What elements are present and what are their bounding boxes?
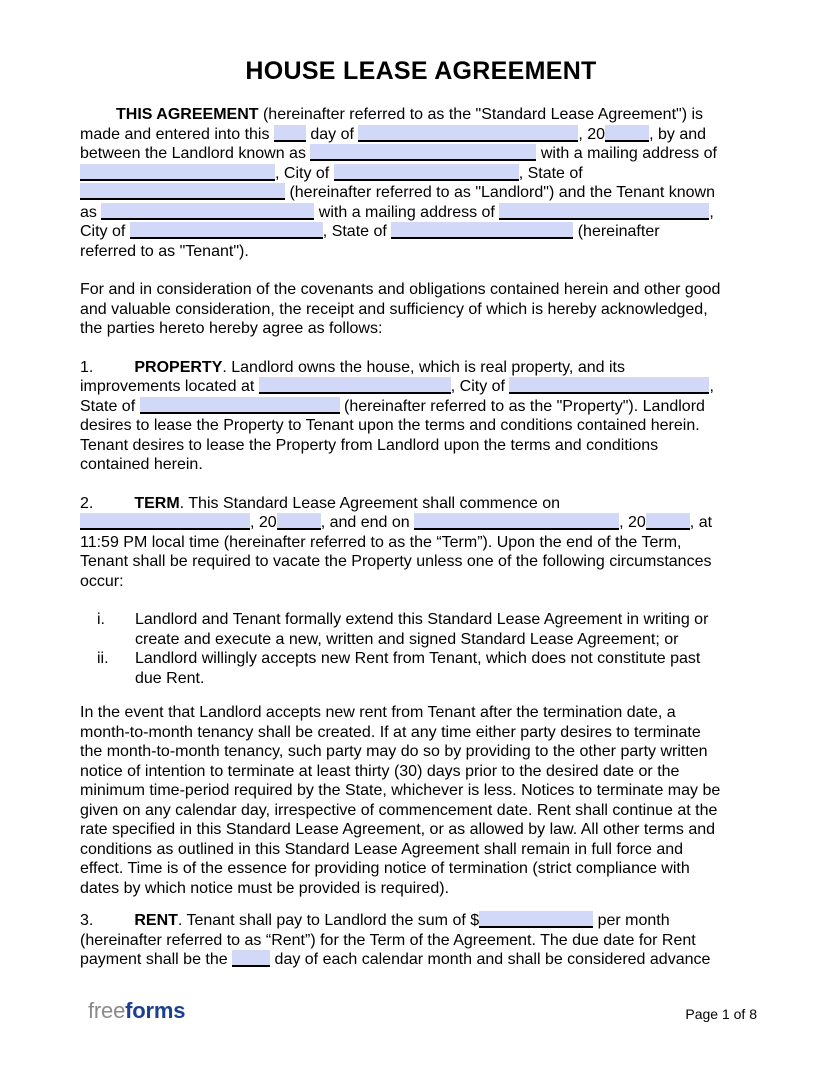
landlord-name-field[interactable] xyxy=(310,144,536,161)
text-line xyxy=(135,669,762,689)
text-line xyxy=(80,416,762,436)
landlord-city-field[interactable] xyxy=(334,164,519,181)
text-line xyxy=(80,377,762,397)
text-run: day of xyxy=(305,125,359,143)
text-run: PROPERTY xyxy=(134,358,223,376)
term-start-date-field[interactable] xyxy=(80,513,250,530)
text-line xyxy=(80,300,762,320)
rent-clause xyxy=(80,911,762,970)
month-to-month-paragraph xyxy=(80,703,762,898)
text-line xyxy=(135,610,762,630)
text-run: For and in consideration of the covenants and obligations contained herein and other good xyxy=(80,281,721,298)
execution-year-field[interactable] xyxy=(605,125,649,142)
property-clause xyxy=(80,358,762,475)
text-run: contained herein. xyxy=(80,456,203,473)
rent-amount-field[interactable] xyxy=(479,911,593,928)
text-run: day of each calendar month and shall be considered advance xyxy=(270,951,711,968)
text-line xyxy=(80,222,762,242)
text-line xyxy=(80,762,762,782)
tenant-address-field[interactable] xyxy=(499,203,709,220)
text-line xyxy=(80,911,762,931)
text-run: 2. xyxy=(80,494,94,512)
property-city-field[interactable] xyxy=(509,377,709,394)
text-line xyxy=(80,820,762,840)
tab-spacer xyxy=(93,507,134,508)
list-item xyxy=(80,610,762,649)
text-run: , State of xyxy=(518,164,583,182)
text-run: improvements located at xyxy=(80,378,259,395)
text-line xyxy=(80,703,762,723)
document-body xyxy=(80,56,762,989)
text-run: THIS AGREEMENT xyxy=(116,106,259,123)
text-run: (hereinafter xyxy=(573,223,660,240)
text-run: . Landlord owns the house, which is real property, and its xyxy=(222,358,625,376)
text-line xyxy=(80,859,762,879)
text-line xyxy=(80,105,762,125)
text-run: (hereinafter referred to as "Landlord") and the Tenant known xyxy=(285,184,715,201)
text-run: as xyxy=(80,203,102,221)
tenant-name-field[interactable] xyxy=(101,203,314,220)
text-line xyxy=(80,513,762,533)
text-run: . This Standard Lease Agreement shall commence on xyxy=(179,494,561,512)
text-line xyxy=(80,781,762,801)
text-run: with a mailing address of xyxy=(536,145,717,162)
text-run: , by and xyxy=(649,125,707,143)
term-end-year-field[interactable] xyxy=(646,513,690,530)
execution-day-field[interactable] xyxy=(274,125,306,142)
text-run: State of xyxy=(80,397,140,415)
text-run: given on any calendar day, irrespective of commencement date. Rent shall continue at the xyxy=(80,801,718,819)
text-run: (hereinafter referred to as the "Standard Lease Agreement") is xyxy=(258,106,704,123)
text-line xyxy=(80,931,762,951)
text-line xyxy=(80,950,762,970)
consideration-paragraph xyxy=(80,280,762,339)
page-number: Page 1 of 8 xyxy=(685,1006,757,1022)
property-state-field[interactable] xyxy=(140,397,340,414)
term-clause xyxy=(80,494,762,592)
text-line xyxy=(80,319,762,339)
freeforms-logo[interactable] xyxy=(88,998,185,1024)
text-run: Landlord willingly accepts new Rent from Tenant, which does not constitute past xyxy=(135,650,701,667)
text-run: dates by which notice must be provided is required). xyxy=(80,879,450,897)
text-run: rate specified in this Standard Lease Agreement, or as allowed by law. All other terms and xyxy=(80,821,716,838)
text-run: (hereinafter referred to as the "Property"). Landlord xyxy=(339,397,705,415)
text-line xyxy=(80,840,762,860)
text-run: effect. Time is of the essence for providing notice of termination (strict compliance with xyxy=(80,860,690,877)
text-run: , and end on xyxy=(320,514,415,531)
text-line xyxy=(80,494,762,514)
text-run: City of xyxy=(80,223,130,240)
logo-text-forms: forms xyxy=(125,998,186,1023)
text-run: In the event that Landlord accepts new rent from Tenant after the termination date, a xyxy=(80,704,676,721)
text-run: , State of xyxy=(322,223,392,240)
text-line xyxy=(80,203,762,223)
text-run: , xyxy=(709,203,714,221)
text-run: notice of intention to terminate at least thirty (30) days prior to the desired date or the xyxy=(80,762,680,780)
list-marker: ii. xyxy=(97,650,109,667)
text-line xyxy=(80,358,762,378)
text-run: . Tenant shall pay to Landlord the sum of $ xyxy=(177,912,480,929)
text-run: 3. xyxy=(80,912,94,929)
text-run: Tenant shall be required to vacate the Property unless one of the following circumstances xyxy=(80,553,712,570)
text-run: create and execute a new, written and signed Standard Lease Agreement; or xyxy=(135,630,679,648)
text-run: occur: xyxy=(80,572,124,590)
document-title: HOUSE LEASE AGREEMENT xyxy=(245,57,597,85)
tenant-city-field[interactable] xyxy=(130,222,323,239)
list-item-text xyxy=(135,649,762,688)
text-run: Landlord and Tenant formally extend this Standard Lease Agreement in writing or xyxy=(135,611,709,628)
text-run: , City of xyxy=(275,164,334,182)
text-run: 1. xyxy=(80,358,94,376)
text-run: referred to as "Tenant"). xyxy=(80,242,249,260)
text-line xyxy=(80,742,762,762)
tenant-state-field[interactable] xyxy=(391,222,573,239)
text-run: RENT xyxy=(134,912,178,929)
text-run: , xyxy=(709,378,714,395)
text-run: month-to-month tenancy shall be created. If at any time either party desires to terminate xyxy=(80,723,701,741)
text-line xyxy=(135,630,762,650)
text-line xyxy=(80,164,762,184)
tab-spacer xyxy=(93,924,134,925)
logo-text-free: free xyxy=(88,998,126,1023)
text-line xyxy=(80,144,762,164)
text-run: payment shall be the xyxy=(80,951,233,968)
tab-spacer xyxy=(80,118,116,119)
term-circumstances-list xyxy=(80,610,762,688)
text-run: between the Landlord known as xyxy=(80,145,311,162)
text-line xyxy=(80,723,762,743)
text-run: due Rent. xyxy=(135,669,205,687)
landlord-state-field[interactable] xyxy=(80,183,285,200)
text-run: , 20 xyxy=(619,514,646,531)
text-run: (hereinafter referred to as “Rent”) for the Term of the Agreement. The due date for Rent xyxy=(80,931,696,949)
text-run: , 20 xyxy=(250,514,277,531)
text-line xyxy=(80,436,762,456)
text-run: , at xyxy=(689,514,713,531)
text-line xyxy=(135,649,762,669)
text-line xyxy=(80,242,762,262)
text-run: per month xyxy=(593,912,670,929)
text-line xyxy=(80,183,762,203)
text-run: minimum time-period required by the State, whichever is less. Notices to terminate may be xyxy=(80,782,721,799)
text-run: , City of xyxy=(450,378,510,395)
text-run: desires to lease the Property to Tenant upon the terms and conditions contained herein. xyxy=(80,417,700,434)
rent-due-day-field[interactable] xyxy=(232,950,270,967)
text-run: the month-to-month tenancy, such party may do so by providing to the other party written xyxy=(80,743,708,760)
text-run: TERM xyxy=(134,494,180,512)
text-run: Tenant desires to lease the Property from Landlord upon the terms and conditions xyxy=(80,436,659,454)
execution-month-field[interactable] xyxy=(358,125,578,142)
text-run: , 20 xyxy=(578,125,606,143)
list-item xyxy=(80,649,762,688)
text-line xyxy=(80,879,762,899)
text-run: with a mailing address of xyxy=(314,203,500,221)
text-run: conditions as outlined in this Standard Lease Agreement shall remain in full force and xyxy=(80,840,684,858)
text-line xyxy=(80,533,762,553)
property-address-field[interactable] xyxy=(259,377,451,394)
text-run: made and entered into this xyxy=(80,125,274,143)
term-start-year-field[interactable] xyxy=(277,513,321,530)
text-line xyxy=(80,397,762,417)
list-item-text xyxy=(135,610,762,649)
text-run: the parties hereto hereby agree as follows: xyxy=(80,320,383,337)
opening-paragraph xyxy=(80,105,762,261)
text-line xyxy=(80,552,762,572)
text-line xyxy=(80,455,762,475)
list-marker: i. xyxy=(97,611,105,628)
landlord-address-field[interactable] xyxy=(80,164,275,181)
text-line xyxy=(80,280,762,300)
text-line xyxy=(80,125,762,145)
text-run: and valuable consideration, the receipt and sufficiency of which is hereby acknowledged, xyxy=(80,300,708,318)
text-line xyxy=(80,572,762,592)
text-run: 11:59 PM local time (hereinafter referred to as the “Term”). Upon the end of the Term, xyxy=(80,533,682,551)
tab-spacer xyxy=(93,371,134,372)
text-line xyxy=(80,801,762,821)
term-end-date-field[interactable] xyxy=(414,513,619,530)
